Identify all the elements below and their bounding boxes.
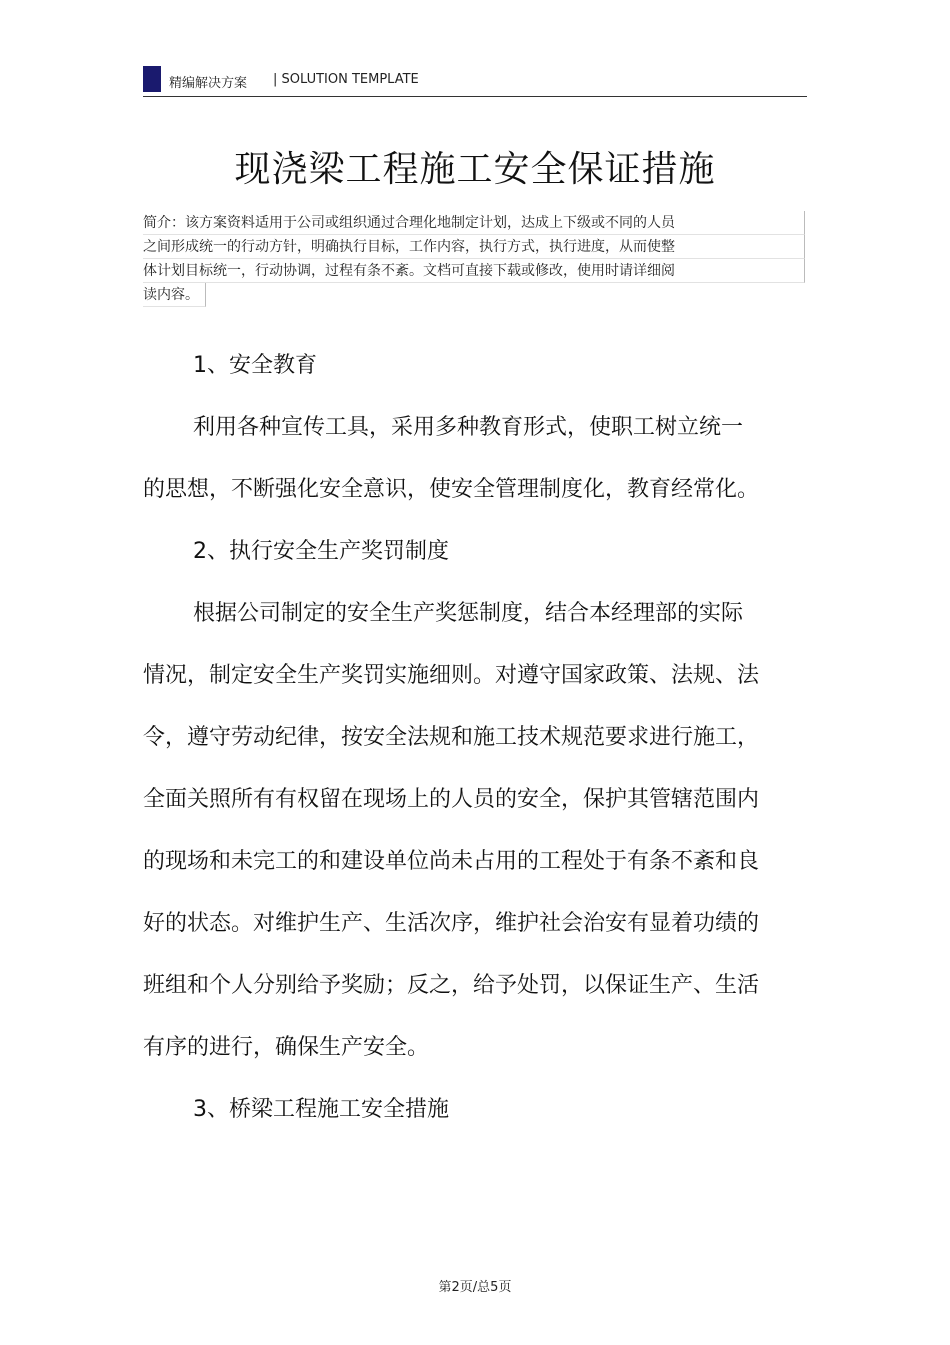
template-label: | SOLUTION TEMPLATE (273, 72, 419, 87)
section-heading: 1、安全教育 (193, 353, 317, 378)
brand-name: 精编解决方案 (169, 76, 248, 91)
summary-line: 简介：该方案资料适用于公司或组织通过合理化地制定计划，达成上下级或不同的人员 (143, 211, 805, 235)
summary-line: 体计划目标统一，行动协调，过程有条不紊。文档可直接下载或修改，使用时请详细阅 (143, 259, 805, 283)
brand-logo (143, 66, 161, 92)
page-header (143, 66, 807, 97)
page-footer: 第2页/总5页 (438, 1280, 512, 1295)
summary-line: 之间形成统一的行动方针，明确执行目标，工作内容，执行方式，执行进度，从而使整 (143, 235, 805, 259)
section-paragraph: 根据公司制定的安全生产奖惩制度，结合本经理部的实际情况，制定安全生产奖罚实施细则。对遵守国家政策、法规、法令，遵守劳动纪律，按安全法规和施工技术规范要求进行施工，全面关照所有有权留在现场上的人员的安全，保护其管辖范围内的现场和未完工的和建设单位尚未占用的工程处于有条不紊和良好的状态。对维护生产、生活次序，维护社会治安有显着功绩的班组和个人分别给予奖励；反之，给予处罚，以保证生产、生活有序的进行，确保生产安全。 (143, 601, 760, 1060)
summary-line: 读内容。 (143, 283, 206, 307)
section-paragraph: 利用各种宣传工具，采用多种教育形式，使职工树立统一的思想，不断强化安全意识，使安全管理制度化，教育经常化。 (143, 415, 760, 502)
section-heading: 3、桥梁工程施工安全措施 (193, 1097, 449, 1122)
document-title: 现浇梁工程施工安全保证措施 (234, 149, 716, 190)
document-body (143, 335, 763, 1141)
summary-box (143, 211, 805, 307)
section-heading: 2、执行安全生产奖罚制度 (193, 539, 449, 564)
